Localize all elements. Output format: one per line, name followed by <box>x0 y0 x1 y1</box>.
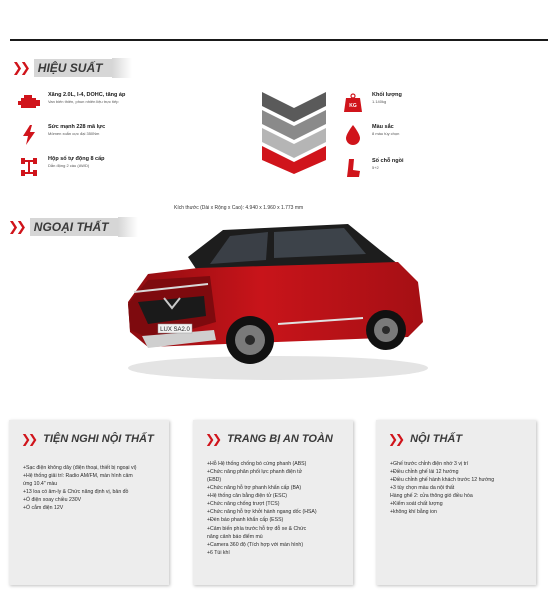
list-item: +13 loa có âm-ly & Chức năng định vị, bản đồ <box>23 489 129 496</box>
dimensions-text: Kích thước (Dài x Rộng x Cao): 4.940 x 1.960 x 1.773 mm <box>174 205 304 211</box>
drivetrain-icon <box>18 156 40 178</box>
spec-seats-title: Số chỗ ngồi <box>372 158 404 164</box>
list-item: (EBD) <box>207 477 222 484</box>
car-seat-icon <box>342 158 364 180</box>
spec-color-title: Màu sắc <box>372 124 394 130</box>
list-item: +Chức năng chống trượt (TCS) <box>207 501 280 508</box>
card-header <box>388 432 462 446</box>
spec-engine-title: Xăng 2.0L, I-4, DOHC, tăng áp <box>48 92 126 98</box>
performance-section-header <box>12 58 132 78</box>
spec-weight <box>342 92 402 114</box>
chevron-stack-graphic <box>262 92 326 174</box>
spec-power-subtitle: Mômen xoắn cực đại 350Nm <box>48 130 100 136</box>
spec-seats <box>342 158 403 180</box>
list-item: Hàng ghế 2: cửa thông gió điều hòa <box>390 493 473 500</box>
card-header <box>21 432 154 446</box>
weight-kg-icon <box>342 92 364 114</box>
list-item: +Camera 360 độ (Tích hợp với màn hình) <box>207 541 304 548</box>
list-item: +3 tùy chọn màu da nội thất <box>390 485 455 492</box>
weight-badge: KG <box>349 103 357 109</box>
card-title: TIỆN NGHI NỘI THẤT <box>43 433 154 445</box>
list-item: +Điều chỉnh ghế lái 12 hướng <box>390 469 459 476</box>
list-item: +6 Túi khí <box>207 549 230 556</box>
spec-transmission-title: Hộp số tự động 8 cấp <box>48 156 105 162</box>
spec-engine <box>18 92 125 114</box>
performance-title: HIỆU SUẤT <box>34 59 113 77</box>
list-item: +Hệ thống giải trí: Radio AM/FM, màn hình cảm <box>23 473 133 480</box>
card-title: TRANG BỊ AN TOÀN <box>227 433 333 445</box>
list-item: ứng 10.4" màu <box>23 481 58 488</box>
spec-transmission-subtitle: Dẫn động 2 cầu (AWD) <box>48 162 90 168</box>
list-item: +không khí bằng ion <box>390 509 437 516</box>
spec-color <box>342 124 399 146</box>
list-item: +Hệ thống cân bằng điện tử (ESC) <box>207 493 288 500</box>
spec-power <box>18 124 105 146</box>
card-safety <box>193 420 353 585</box>
double-chevron-icon: ❯❯ <box>388 432 403 446</box>
card-list <box>207 460 345 557</box>
card-header <box>205 432 333 446</box>
list-item: +Chức năng phân phối lực phanh điện tử <box>207 469 303 476</box>
card-interior-comfort <box>9 420 169 585</box>
list-item: +Cảm biến phía trước hỗ trợ đỗ xe & Chức <box>207 525 307 532</box>
list-item: +Ổ cắm điện 12V <box>23 505 64 512</box>
spec-color-subtitle: 8 màu tùy chọn <box>372 130 400 136</box>
double-chevron-icon: ❯❯ <box>12 60 28 76</box>
spec-seats-subtitle: 5+2 <box>372 164 379 170</box>
card-list <box>23 464 161 512</box>
spec-weight-title: Khối lượng <box>372 92 402 98</box>
list-item: năng cảnh báo điểm mù <box>207 533 263 540</box>
list-item: +Ổ điện xoay chiều 230V <box>23 497 82 504</box>
plate-text: LUX SA2.0 <box>160 327 190 333</box>
exterior-title: NGOẠI THẤT <box>30 218 119 236</box>
double-chevron-icon: ❯❯ <box>205 432 220 446</box>
spec-transmission <box>18 156 105 178</box>
suv-car-image <box>118 212 428 382</box>
list-item: +Chức năng hỗ trợ phanh khẩn cấp (BA) <box>207 485 302 492</box>
spec-power-title: Sức mạnh 228 mã lực <box>48 124 106 130</box>
list-item: +Chức năng hỗ trợ khởi hành ngang dốc (HSA) <box>207 509 317 516</box>
top-divider <box>10 39 548 41</box>
double-chevron-icon: ❯❯ <box>21 432 36 446</box>
double-chevron-icon: ❯❯ <box>8 219 24 235</box>
card-title: NỘI THẤT <box>410 433 463 445</box>
list-item: +Điều chỉnh ghế hành khách trước 12 hướng <box>390 477 495 484</box>
list-item: +Kiểm soát chất lượng <box>390 501 443 508</box>
list-item: +Hỗ Hệ thống chống bó cứng phanh (ABS) <box>207 461 307 467</box>
spec-weight-subtitle: 1.140kg <box>372 98 387 104</box>
paint-drop-icon <box>342 124 364 146</box>
spec-engine-subtitle: Van biến thiên, phun nhiên liệu trực tiếp <box>48 98 119 104</box>
lightning-icon <box>18 124 40 146</box>
card-list <box>390 460 528 516</box>
list-item: +Đèn báo phanh khẩn cấp (ESS) <box>207 517 284 524</box>
card-interior <box>376 420 536 585</box>
header-fade <box>112 58 132 78</box>
list-item: +Sạc điện không dây (điện thoại, thiết bị ngoại vi) <box>23 465 137 471</box>
engine-icon <box>18 92 40 114</box>
list-item: +Ghế trước chỉnh điện nhớ 3 vị trí <box>390 461 469 467</box>
